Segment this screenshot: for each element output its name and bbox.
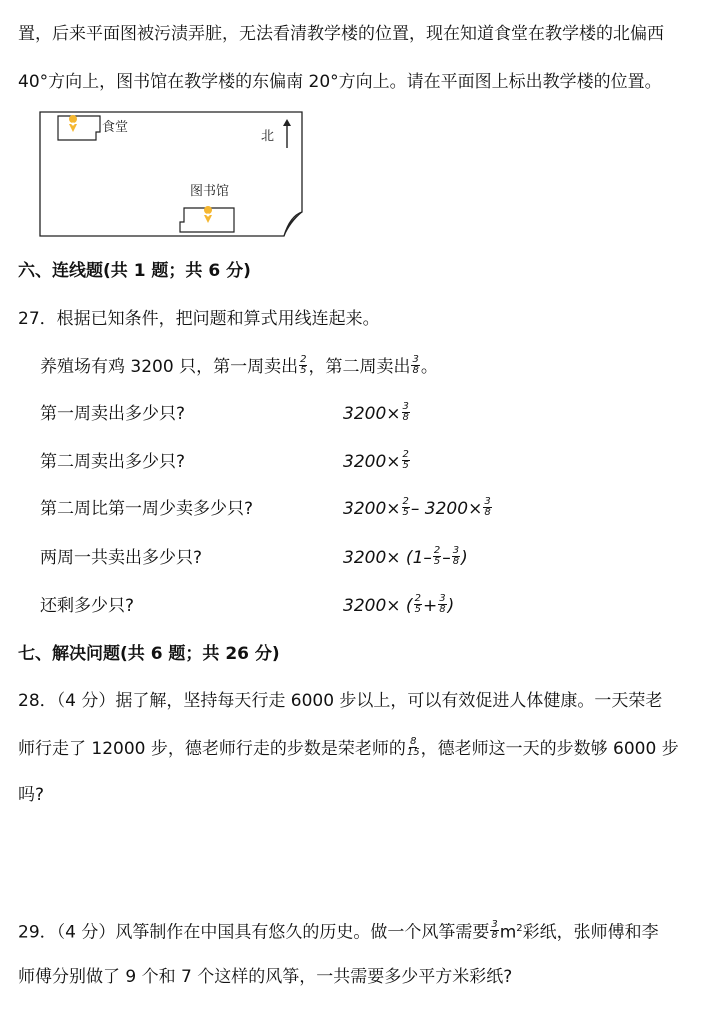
fraction: $\frac{3}{8}$ [439,592,446,615]
q27-expression-3: 3200× $\frac{2}{5}$ – 3200× $\frac{3}{8}$ [343,495,491,519]
floor-plan-map [38,110,308,245]
q27-expression-2: 3200× $\frac{2}{5}$ [343,448,409,472]
q27-question-2: 第二周卖出多少只? [40,452,186,472]
canteen-label: 食堂 [102,120,129,135]
q27-given: 养殖场有鸡 3200 只，第一周卖出 $\frac{2}{5}$ ，第二周卖出 $\frac{3}{8}$ 。 [40,353,438,377]
q28-line-3: 吗? [18,785,45,805]
fraction: $\frac{2}{5}$ [414,592,421,615]
fraction: $\frac{3}{8}$ [452,544,460,567]
fraction: $\frac{3}{8}$ [412,353,419,376]
fraction: $\frac{2}{5}$ [402,448,409,471]
q29-line-1: 29．（4 分）风筝制作在中国具有悠久的历史。做一个风筝需要 $\frac{3}{8}$ $m^2$彩纸，张师傅和李 [18,919,659,943]
fraction: $\frac{8}{15}$ [406,735,420,758]
q27-question-1: 第一周卖出多少只? [40,404,186,424]
q28-line-1: 28．（4 分）据了解，坚持每天行走 6000 步以上，可以有效促进人体健康。一天荣老 [18,691,663,711]
q28-line-2: 师行走了 12000 步，德老师行走的步数是荣老师的 $\frac{8}{15}$ ，德老师这一天的步数够 6000 步 [18,735,679,759]
fraction: $\frac{3}{8}$ [402,400,409,423]
fraction: $\frac{2}{5}$ [433,544,441,567]
q27-question-4: 两周一共卖出多少只? [40,548,203,568]
canteen-building [58,116,100,140]
intro-line-2: 40°方向上，图书馆在教学楼的东偏南 20°方向上。请在平面图上标出教学楼的位置。 [18,72,662,92]
fraction: $\frac{2}{5}$ [300,353,307,376]
q27-question-5: 还剩多少只? [40,596,135,616]
fraction: $\frac{3}{8}$ [484,495,491,518]
q27-question-3: 第二周比第一周少卖多少只? [40,499,254,519]
q27-expression-4: 3200× (1– $\frac{2}{5}$ – $\frac{3}{8}$ ) [343,544,468,568]
q29-line-2: 师傅分别做了 9 个和 7 个这样的风筝，一共需要多少平方米彩纸? [18,967,513,987]
q27-stem: 27．根据已知条件，把问题和算式用线连起来。 [18,309,380,329]
library-label: 图书馆 [190,184,230,199]
fraction: $\frac{2}{5}$ [402,495,409,518]
north-label: 北 [261,129,275,144]
intro-line-1: 置，后来平面图被污渍弄脏，无法看清教学楼的位置，现在知道食堂在教学楼的北偏西 [18,24,664,44]
q27-expression-5: 3200× ( $\frac{2}{5}$ + $\frac{3}{8}$ ) [343,592,455,616]
section-6-title: 六、连线题(共 1 题；共 6 分) [18,261,251,281]
fraction: $\frac{3}{8}$ [491,919,498,942]
section-7-title: 七、解决问题(共 6 题；共 26 分) [18,644,280,664]
q27-expression-1: 3200× $\frac{3}{8}$ [343,400,409,424]
